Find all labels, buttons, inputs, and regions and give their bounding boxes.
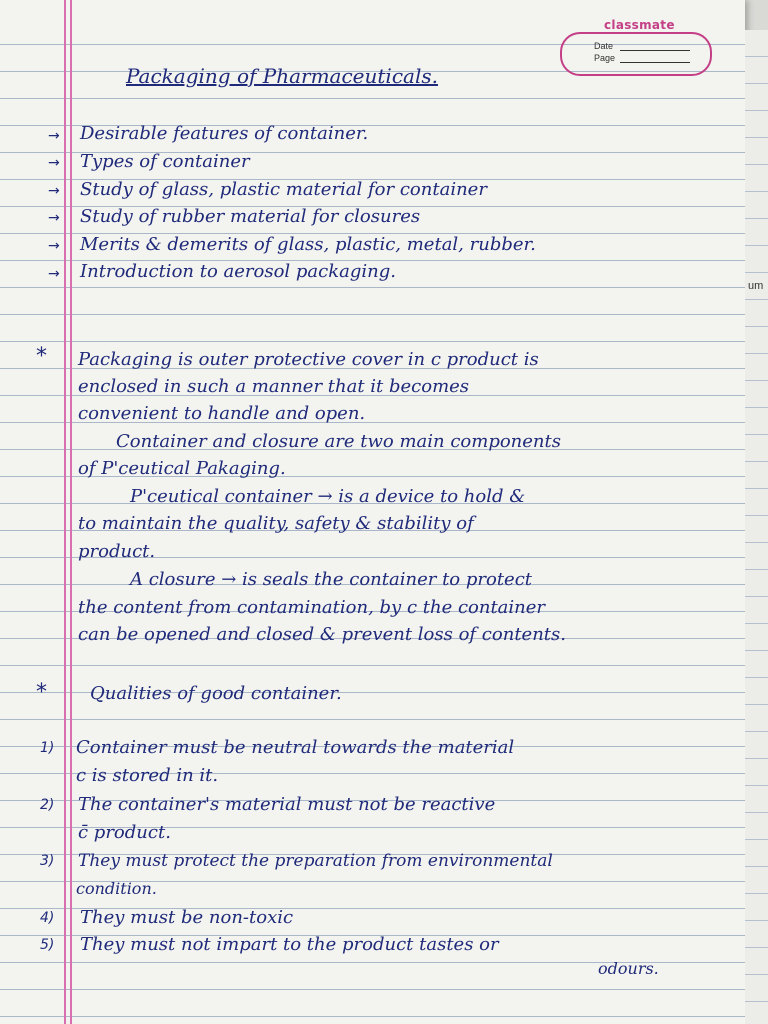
item-number: 3) xyxy=(40,853,55,869)
intro-line: of P'ceutical Pakaging. xyxy=(78,458,286,479)
intro-line: Container and closure are two main components xyxy=(116,431,561,452)
date-page-box xyxy=(560,32,712,76)
asterisk-icon: * xyxy=(36,680,47,705)
topic-item: Types of container xyxy=(80,151,250,172)
item-number: 5) xyxy=(40,937,55,953)
intro-line: convenient to handle and open. xyxy=(78,403,366,424)
margin-line xyxy=(70,0,72,1024)
quality-line: c̄ product. xyxy=(78,822,171,843)
intro-line: to maintain the quality, safety & stability of xyxy=(78,513,474,534)
quality-line: condition. xyxy=(76,879,157,898)
topic-item: Desirable features of container. xyxy=(80,123,369,144)
arrow-icon: → xyxy=(48,183,60,199)
quality-line: They must protect the preparation from environmental xyxy=(78,851,553,871)
date-line xyxy=(620,50,690,51)
arrow-icon: → xyxy=(48,210,60,226)
section-heading: Qualities of good container. xyxy=(90,683,342,704)
page-label: Page xyxy=(594,53,616,63)
page-line xyxy=(620,62,690,63)
margin-line xyxy=(64,0,66,1024)
quality-line: They must not impart to the product tastes or xyxy=(80,934,499,955)
intro-line: product. xyxy=(78,541,156,562)
intro-line: P'ceutical container → is a device to hold & xyxy=(130,486,526,507)
underlying-page xyxy=(745,30,768,1024)
arrow-icon: → xyxy=(48,155,60,171)
arrow-icon: → xyxy=(48,266,60,282)
arrow-icon: → xyxy=(48,128,60,144)
topic-item: Study of rubber material for closures xyxy=(80,206,421,227)
arrow-icon: → xyxy=(48,238,60,254)
quality-line: c is stored in it. xyxy=(76,765,219,786)
edge-text: um xyxy=(748,280,764,292)
intro-line: enclosed in such a manner that it becomes xyxy=(78,376,470,397)
quality-line: Container must be neutral towards the material xyxy=(76,737,515,758)
intro-line: the content from contamination, by c the container xyxy=(78,597,546,618)
quality-line: They must be non-toxic xyxy=(80,907,294,928)
page-title: Packaging of Pharmaceuticals. xyxy=(126,64,438,88)
intro-line: Packaging is outer protective cover in c product is xyxy=(78,349,539,370)
intro-line: A closure → is seals the container to protect xyxy=(130,569,533,590)
topic-item: Study of glass, plastic material for container xyxy=(80,179,487,200)
asterisk-icon: * xyxy=(36,344,47,369)
item-number: 2) xyxy=(40,797,55,813)
brand-logo: classmate xyxy=(604,18,675,32)
topic-item: Merits & demerits of glass, plastic, metal, rubber. xyxy=(80,234,536,255)
topic-item: Introduction to aerosol packaging. xyxy=(80,261,396,282)
quality-line: odours. xyxy=(598,959,659,978)
quality-line: The container's material must not be reactive xyxy=(78,794,496,815)
intro-line: can be opened and closed & prevent loss of contents. xyxy=(78,624,566,645)
item-number: 4) xyxy=(40,910,55,926)
item-number: 1) xyxy=(40,740,55,756)
date-label: Date xyxy=(594,41,614,51)
